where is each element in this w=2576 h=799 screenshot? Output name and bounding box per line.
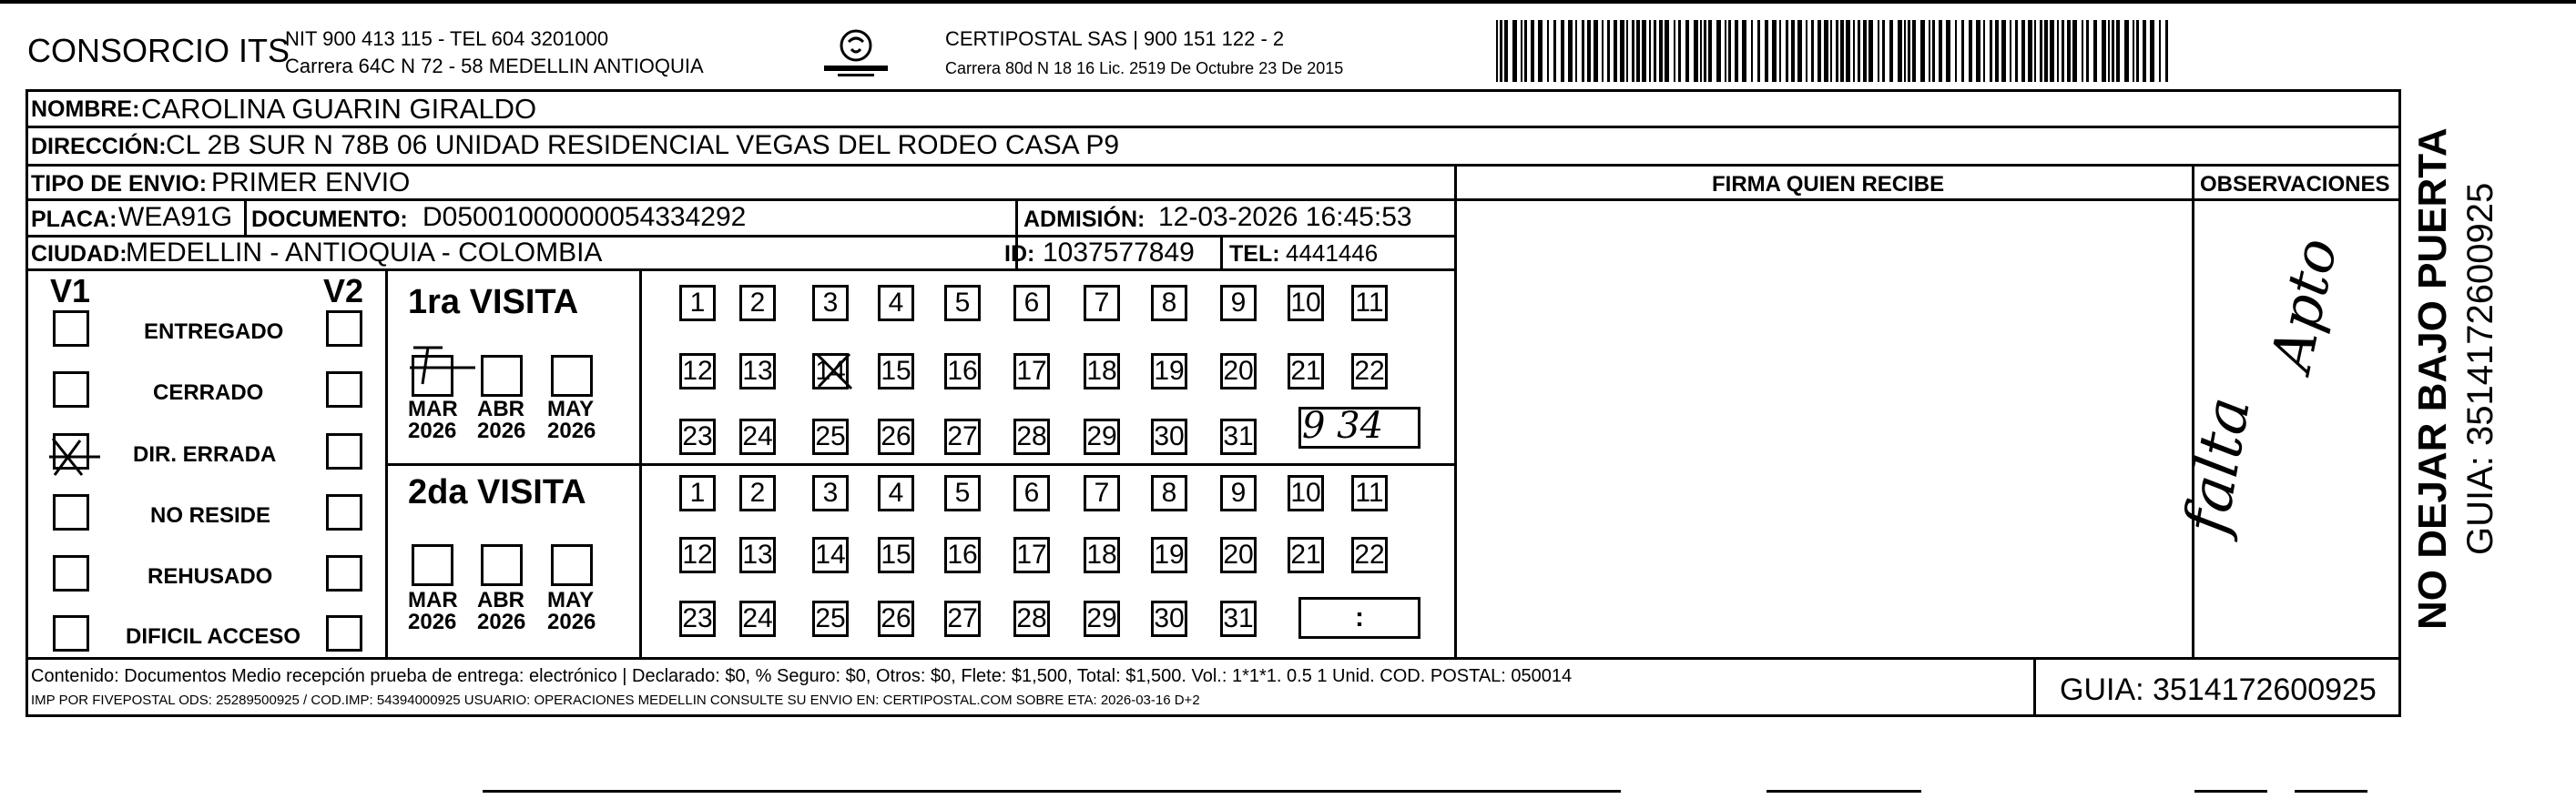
status-option-label: DIFICIL ACCESO: [126, 624, 301, 649]
barcode-bar: [1620, 20, 1624, 82]
day-cell[interactable]: 22: [1351, 353, 1388, 389]
v1-checkbox[interactable]: [53, 310, 89, 347]
barcode-bar: [1575, 20, 1577, 82]
day-cell[interactable]: 20: [1220, 537, 1257, 573]
v2-checkbox[interactable]: [326, 555, 362, 592]
barcode-bar: [1929, 20, 1930, 82]
barcode-bar: [1858, 20, 1860, 82]
barcode-bar: [1654, 20, 1656, 82]
day-cell[interactable]: 23: [679, 419, 716, 455]
barcode-bar: [2133, 20, 2134, 82]
day-cell[interactable]: 11: [1351, 285, 1388, 321]
day-cell[interactable]: 14: [812, 537, 849, 573]
barcode-bar: [1524, 20, 1527, 82]
month-checkbox-may[interactable]: [551, 544, 593, 586]
barcode-bar: [1531, 20, 1534, 82]
barcode-bar: [1704, 20, 1706, 82]
barcode-bar: [1674, 20, 1675, 82]
day-cell[interactable]: 15: [878, 353, 914, 389]
day-cell[interactable]: 27: [944, 419, 981, 455]
day-cell[interactable]: 7: [1084, 285, 1120, 321]
tel-label: TEL:: [1229, 241, 1280, 267]
barcode-bar: [1708, 20, 1712, 82]
barcode-bar: [1990, 20, 1992, 82]
barcode-bar: [1500, 20, 1502, 82]
day-cell[interactable]: 18: [1084, 537, 1120, 573]
barcode-bar: [2072, 20, 2077, 82]
barcode-bar: [1607, 20, 1610, 82]
v2-checkbox[interactable]: [326, 310, 362, 347]
barcode-bar: [1694, 20, 1698, 82]
day-cell[interactable]: 6: [1013, 475, 1050, 511]
company-name: CONSORCIO ITS: [27, 32, 290, 69]
status-option-label: REHUSADO: [148, 564, 273, 589]
ciudad: MEDELLIN - ANTIOQUIA - COLOMBIA: [126, 238, 603, 268]
barcode-bar: [1939, 20, 1942, 82]
year-label: 2026: [408, 610, 457, 634]
barcode-bar: [1649, 20, 1651, 82]
day-cell[interactable]: 11: [1351, 475, 1388, 511]
barcode-bar: [1521, 20, 1522, 82]
barcode-bar: [1504, 20, 1508, 82]
barcode-bar: [2124, 20, 2129, 82]
barcode-bar: [1602, 20, 1604, 82]
v1-checkbox[interactable]: [53, 371, 89, 408]
admision-datetime: 12-03-2026 16:45:53: [1158, 202, 1412, 232]
direccion-label: DIRECCIÓN:: [31, 134, 167, 159]
barcode-bar: [1779, 20, 1781, 82]
observacion-handwriting-1: falta: [2171, 391, 2265, 540]
day-cell[interactable]: 27: [944, 601, 981, 637]
v2-checkbox[interactable]: [326, 615, 362, 652]
barcode-bar: [1969, 20, 1972, 82]
barcode-bar: [1538, 20, 1543, 82]
barcode-bar: [1642, 20, 1646, 82]
v1-checkbox[interactable]: [53, 494, 89, 531]
barcode-bar: [2165, 20, 2168, 82]
day-cell[interactable]: 17: [1013, 353, 1050, 389]
barcode-bar: [1757, 20, 1760, 82]
v2-checkbox[interactable]: [326, 371, 362, 408]
barcode-bar: [2086, 20, 2089, 82]
barcode-bar: [1728, 20, 1731, 82]
year-label: 2026: [477, 610, 526, 634]
barcode-bar: [1496, 20, 1498, 82]
day-cell[interactable]: 8: [1151, 285, 1187, 321]
status-option-label: DIR. ERRADA: [133, 442, 277, 467]
barcode-bar: [1547, 20, 1549, 82]
barcode-bar: [2136, 20, 2139, 82]
month-checkbox-mar[interactable]: [412, 544, 453, 586]
v1-label: V1: [50, 272, 91, 309]
barcode-bar: [1995, 20, 1999, 82]
barcode-bar: [1983, 20, 1985, 82]
day-cell[interactable]: 12: [679, 353, 716, 389]
day-cell[interactable]: 18: [1084, 353, 1120, 389]
barcode-bar: [2143, 20, 2146, 82]
barcode-bar: [2062, 20, 2064, 82]
year-label: 2026: [547, 610, 596, 634]
barcode-bar: [1868, 20, 1873, 82]
barcode-bar: [1932, 20, 1935, 82]
day-cell[interactable]: 10: [1288, 285, 1324, 321]
day-cell[interactable]: 20: [1220, 353, 1257, 389]
day-cell[interactable]: 4: [878, 475, 914, 511]
barcode-bar: [1561, 20, 1564, 82]
barcode-bar: [1946, 20, 1950, 82]
barcode-bar: [1614, 20, 1617, 82]
recipient-address: CL 2B SUR N 78B 06 UNIDAD RESIDENCIAL VEGAS DEL RODEO CASA P9: [166, 130, 1120, 160]
ciudad-label: CIUDAD:: [31, 241, 127, 267]
day-cell[interactable]: 5: [944, 285, 981, 321]
day-cell[interactable]: 25: [812, 419, 849, 455]
admision-label: ADMISIÓN:: [1023, 207, 1145, 232]
barcode-bar: [1665, 20, 1669, 82]
barcode-bar: [1817, 20, 1821, 82]
dir-errada-check-mark: [47, 435, 102, 480]
first-visit-label: 1ra VISITA: [408, 283, 579, 321]
recipient-tel: 4441446: [1286, 239, 1379, 267]
day-cell[interactable]: 13: [739, 353, 776, 389]
day-cell[interactable]: 2: [739, 285, 776, 321]
year-label: 2026: [477, 419, 526, 443]
barcode-bar: [1961, 20, 1964, 82]
day-cell[interactable]: 17: [1013, 537, 1050, 573]
day-cell[interactable]: 23: [679, 601, 716, 637]
year-label: 2026: [547, 419, 596, 443]
barcode-bar: [1908, 20, 1910, 82]
day-cell[interactable]: 19: [1151, 353, 1187, 389]
barcode-bar: [2093, 20, 2097, 82]
month-label: MAR: [408, 588, 458, 612]
barcode-bar: [2102, 20, 2106, 82]
barcode-bar: [2028, 20, 2032, 82]
barcode: [1496, 20, 2172, 82]
day-cell[interactable]: 19: [1151, 537, 1187, 573]
day-cell[interactable]: 5: [944, 475, 981, 511]
day-cell[interactable]: 4: [878, 285, 914, 321]
barcode-bar: [1632, 20, 1634, 82]
day-cell[interactable]: 15: [878, 537, 914, 573]
barcode-bar: [1765, 20, 1768, 82]
day-cell[interactable]: 31: [1220, 601, 1257, 637]
month-checkbox-may[interactable]: [551, 355, 593, 397]
barcode-bar: [2034, 20, 2036, 82]
no-dejar-bajo-puerta: NO DEJAR BAJO PUERTA: [2410, 127, 2455, 630]
observaciones-label: OBSERVACIONES: [2200, 172, 2390, 197]
barcode-bar: [1836, 20, 1838, 82]
day-cell[interactable]: 3: [812, 285, 849, 321]
barcode-bar: [1904, 20, 1906, 82]
tipo-envio-label: TIPO DE ENVIO:: [31, 171, 208, 197]
day-cell[interactable]: 1: [679, 475, 716, 511]
certipostal-logo: [815, 25, 897, 80]
status-option-label: NO RESIDE: [150, 503, 271, 528]
barcode-bar: [1685, 20, 1689, 82]
imp-line: IMP POR FIVEPOSTAL ODS: 25289500925 / COD.IMP: 54394000925 USUARIO: OPERACIONES MEDELLIN CONSULTE SU ENVIO EN: CERTIPOSTAL.COM SOBRE ETA: 2026-03-16 D+2: [31, 693, 1200, 708]
barcode-bar: [1735, 20, 1738, 82]
barcode-bar: [2082, 20, 2083, 82]
time-written: 9 34: [1302, 405, 1384, 447]
placa: WEA91G: [118, 202, 233, 232]
v1-checkbox[interactable]: [53, 555, 89, 592]
barcode-bar: [1716, 20, 1721, 82]
barcode-bar: [1878, 20, 1879, 82]
barcode-bar: [1824, 20, 1828, 82]
day-cell[interactable]: 16: [944, 353, 981, 389]
barcode-bar: [1512, 20, 1517, 82]
day-cell[interactable]: 28: [1013, 419, 1050, 455]
month-label: ABR: [477, 397, 524, 421]
barcode-bar: [2010, 20, 2011, 82]
year-label: 2026: [408, 419, 457, 443]
barcode-bar: [1882, 20, 1885, 82]
day-cell[interactable]: 21: [1288, 353, 1324, 389]
barcode-bar: [1976, 20, 1980, 82]
day-cell[interactable]: 3: [812, 475, 849, 511]
day-cell[interactable]: 14: [812, 353, 849, 389]
day-cell[interactable]: 16: [944, 537, 981, 573]
barcode-bar: [2021, 20, 2025, 82]
placa-label: PLACA:: [31, 207, 117, 232]
v2-checkbox[interactable]: [326, 494, 362, 531]
nombre-label: NOMBRE:: [31, 96, 140, 122]
barcode-bar: [2116, 20, 2120, 82]
barcode-bar: [1811, 20, 1814, 82]
barcode-bar: [2044, 20, 2048, 82]
guia-number: GUIA: 3514172600925: [2060, 673, 2377, 707]
barcode-bar: [1587, 20, 1591, 82]
barcode-bar: [1840, 20, 1844, 82]
nit-phone: NIT 900 413 115 - TEL 604 3201000: [285, 27, 609, 50]
firma-label: FIRMA QUIEN RECIBE: [1712, 172, 1945, 197]
month-checkbox-abr[interactable]: [481, 544, 523, 586]
barcode-bar: [1830, 20, 1832, 82]
day-cell[interactable]: 30: [1151, 601, 1187, 637]
day-cell[interactable]: 31: [1220, 419, 1257, 455]
barcode-bar: [1797, 20, 1802, 82]
v2-label: V2: [323, 272, 364, 309]
month-checkbox-abr[interactable]: [481, 355, 523, 397]
day-cell[interactable]: 12: [679, 537, 716, 573]
day-14-check-mark: [813, 350, 859, 392]
barcode-bar: [1659, 20, 1663, 82]
barcode-bar: [2015, 20, 2018, 82]
documento-label: DOCUMENTO:: [251, 207, 408, 232]
recipient-id: 1037577849: [1043, 238, 1195, 268]
documento: D05001000000054334292: [423, 202, 747, 232]
tipo-envio: PRIMER ENVIO: [211, 167, 411, 197]
barcode-bar: [1626, 20, 1628, 82]
barcode-bar: [1725, 20, 1726, 82]
month-label: MAY: [547, 588, 595, 612]
barcode-bar: [1791, 20, 1795, 82]
barcode-bar: [1853, 20, 1855, 82]
certipostal-title: CERTIPOSTAL SAS | 900 151 122 - 2: [945, 27, 1285, 50]
barcode-bar: [1889, 20, 1893, 82]
second-visit-label: 2da VISITA: [408, 473, 586, 511]
observacion-handwriting-2: Apto: [2257, 232, 2351, 377]
day-cell[interactable]: 7: [1084, 475, 1120, 511]
id-label: ID:: [1004, 241, 1035, 267]
day-cell[interactable]: 2: [739, 475, 776, 511]
day-cell[interactable]: 24: [739, 419, 776, 455]
barcode-bar: [1898, 20, 1902, 82]
barcode-bar: [2112, 20, 2114, 82]
day-cell[interactable]: 26: [878, 419, 914, 455]
day-cell[interactable]: 29: [1084, 419, 1120, 455]
barcode-bar: [1751, 20, 1753, 82]
mar-check-mark: [406, 344, 479, 389]
barcode-bar: [2159, 20, 2161, 82]
month-label: ABR: [477, 588, 524, 612]
day-cell[interactable]: 21: [1288, 537, 1324, 573]
barcode-bar: [1806, 20, 1807, 82]
barcode-bar: [1920, 20, 1925, 82]
barcode-bar: [1786, 20, 1788, 82]
day-cell[interactable]: 9: [1220, 475, 1257, 511]
company-address: Carrera 64C N 72 - 58 MEDELLIN ANTIOQUIA: [285, 55, 704, 77]
barcode-bar: [1593, 20, 1598, 82]
status-option-label: ENTREGADO: [144, 319, 284, 344]
barcode-bar: [1568, 20, 1573, 82]
month-label: MAR: [408, 397, 458, 421]
barcode-bar: [1582, 20, 1584, 82]
month-label: MAY: [547, 397, 595, 421]
barcode-bar: [2040, 20, 2042, 82]
barcode-bar: [1863, 20, 1867, 82]
day-cell[interactable]: 24: [739, 601, 776, 637]
barcode-bar: [1700, 20, 1702, 82]
day-cell[interactable]: 26: [878, 601, 914, 637]
status-option-label: CERRADO: [153, 380, 264, 405]
day-cell[interactable]: 30: [1151, 419, 1187, 455]
day-cell[interactable]: 1: [679, 285, 716, 321]
day-cell[interactable]: 6: [1013, 285, 1050, 321]
barcode-bar: [1678, 20, 1681, 82]
day-cell[interactable]: 28: [1013, 601, 1050, 637]
recipient-name: CAROLINA GUARIN GIRALDO: [141, 93, 537, 125]
barcode-bar: [1955, 20, 1957, 82]
barcode-bar: [1846, 20, 1850, 82]
barcode-bar: [2001, 20, 2006, 82]
day-cell[interactable]: 13: [739, 537, 776, 573]
day-cell[interactable]: 8: [1151, 475, 1187, 511]
barcode-bar: [2067, 20, 2071, 82]
barcode-bar: [2150, 20, 2154, 82]
side-guia: GUIA: 3514172600925: [2460, 182, 2500, 555]
time-blank: :: [1355, 602, 1364, 632]
barcode-bar: [1636, 20, 1640, 82]
barcode-bar: [1742, 20, 1746, 82]
certipostal-address: Carrera 80d N 18 16 Lic. 2519 De Octubre 23 De 2015: [945, 59, 1344, 77]
barcode-bar: [2108, 20, 2110, 82]
v1-checkbox[interactable]: [53, 615, 89, 652]
day-cell[interactable]: 9: [1220, 285, 1257, 321]
contenido-line: Contenido: Documentos Medio recepción prueba de entrega: electrónico | Declarado: $0, % Seguro: $0, Otros: $0, Flete: $1,500, Total: $1,500. Vol.: 1*1*1. 0.5 1 Unid. COD. POSTAL: 050014: [31, 666, 1573, 686]
day-cell[interactable]: 10: [1288, 475, 1324, 511]
day-cell[interactable]: 29: [1084, 601, 1120, 637]
barcode-bar: [2057, 20, 2059, 82]
barcode-bar: [1772, 20, 1777, 82]
v2-checkbox[interactable]: [326, 433, 362, 470]
barcode-bar: [2050, 20, 2054, 82]
day-cell[interactable]: 22: [1351, 537, 1388, 573]
barcode-bar: [1912, 20, 1916, 82]
barcode-bar: [1553, 20, 1556, 82]
day-cell[interactable]: 25: [812, 601, 849, 637]
